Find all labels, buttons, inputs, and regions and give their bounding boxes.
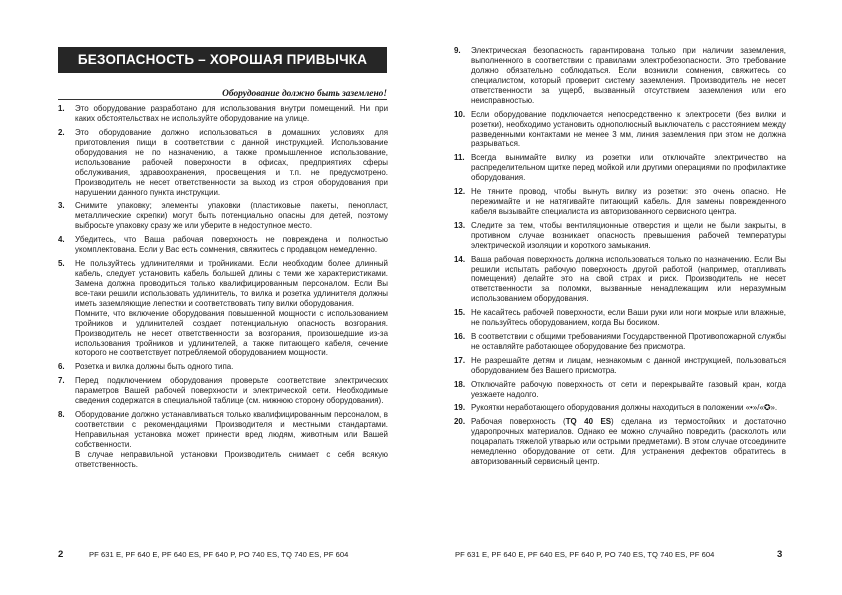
item-number: 10.: [454, 109, 466, 119]
safety-item-10: [454, 110, 786, 150]
safety-item-20: [454, 417, 786, 467]
safety-item-4: [58, 235, 388, 255]
item-number: 2.: [58, 127, 65, 137]
item-text: Убедитесь, что Ваша рабочая поверхность не повреждена и полностью укомплектована. Если у Вас есть сомнения, свяжитесь с продавцом немедленно.: [75, 235, 388, 255]
item-text: Это оборудование разработано для использования внутри помещений. Ни при каких обстоятельствах не используйте оборудование на улице.: [75, 104, 388, 123]
item-text: Не пользуйтесь удлинителями и тройниками. Если необходим более длинный кабель, следует установить кабель большей длины с теми же характеристиками. Замена должна проводиться только квалифицированным персоналом. Если Вы все-таки решили использовать удлинитель, то вилка и розетка удлинителя должны иметь заземляющие лепестки и соответствовать типу вилки оборудования.: [75, 258, 388, 308]
item-text: Отключайте рабочую поверхность от сети и перекрывайте газовый кран, когда уезжаете надолго.: [471, 379, 786, 399]
item-text: Всегда вынимайте вилку из розетки или отключайте электричество на распределительном щитке перед мойкой или другими операциями по профилактике оборудования.: [471, 153, 786, 183]
item-number: 19.: [454, 403, 466, 413]
safety-item-13: [454, 221, 786, 251]
safety-item-16: [454, 332, 786, 352]
safety-item-1: [58, 104, 388, 124]
safety-item-3: [58, 201, 388, 231]
item-number: 7.: [58, 376, 65, 386]
item-number: 18.: [454, 379, 466, 389]
safety-list-right: [454, 46, 786, 471]
safety-item-11: [454, 153, 786, 183]
item-number: 1.: [58, 104, 65, 113]
item-text: Ваша рабочая поверхность должна использоваться только по назначению. Если Вы решили испытать рабочую поверхность другой работой (например, отапливать помещения) делайте это на свой страх и риск. Производитель не несет ответственности за поломки, вызванные ненадлежащим или неразумным использованием оборудования.: [471, 254, 786, 304]
safety-item-14: [454, 255, 786, 305]
item-number: 6.: [58, 362, 65, 372]
safety-item-19: [454, 403, 786, 413]
safety-item-2: [58, 128, 388, 198]
section-title-banner: БЕЗОПАСНОСТЬ – ХОРОШАЯ ПРИВЫЧКА: [58, 47, 387, 73]
safety-item-17: [454, 356, 786, 376]
item-text: Следите за тем, чтобы вентиляционные отверстия и щели не были закрыты, в противном случае возникает опасность превышения рабочей температуры электрической изоляции и короткого замыкания.: [471, 220, 786, 250]
right-page: [421, 0, 842, 595]
item-number: 8.: [58, 409, 65, 419]
item-number: 17.: [454, 355, 466, 365]
item-number: 16.: [454, 332, 466, 342]
item-text: Снимите упаковку; элементы упаковки (пластиковые пакеты, пенопласт, металлические скрепки) могут быть потенциально опасны для детей, поэтому выбросьте упаковку сразу же или уберите в недоступное место.: [75, 201, 388, 231]
item-text-start: Рабочая поверхность (: [471, 417, 566, 427]
item-number: 14.: [454, 254, 466, 264]
item-text-continued: В случае неправильной установки Производитель снимает с себя всякую ответственность.: [75, 449, 388, 469]
page-number: 2: [58, 549, 64, 560]
item-number: 4.: [58, 235, 65, 245]
item-text: Оборудование должно устанавливаться только квалифицированным персоналом, в соответствии с рекомендациями Производителя и местными стандартами. Неправильная установка может принести вред людям, животным или Вашей собственности.: [75, 409, 388, 449]
item-number: 11.: [454, 153, 465, 163]
model-list-footer: PF 631 E, PF 640 E, PF 640 ES, PF 640 P, PO 740 ES, TQ 740 ES, PF 604: [455, 550, 715, 559]
model-code: TQ 40 ES: [565, 417, 612, 427]
safety-item-9: [454, 46, 786, 106]
item-number: 3.: [58, 201, 65, 211]
grounding-warning: Оборудование должно быть заземлено!: [222, 89, 387, 99]
item-number: 13.: [454, 220, 466, 230]
safety-item-8: [58, 410, 388, 470]
safety-list-left: [58, 104, 388, 474]
safety-item-7: [58, 376, 388, 406]
item-text: В соответствии с общими требованиями Государственной Противопожарной службы не оставляйте работающее оборудование без присмотра.: [471, 332, 786, 351]
item-text: Не разрешайте детям и лицам, незнакомым с данной инструкцией, пользоваться оборудованием без Вашего присмотра.: [471, 355, 786, 375]
item-text: Электрическая безопасность гарантирована только при наличии заземления, выполненного в соответствии с правилами электробезопасности. Это требование должно обязательно соблюдаться. Если возникли сомнения, свяжитесь со специалистом, который проверит систему заземления. Производитель не несет ответственности за ущерб, вызванный отсутствием заземления или его неисправностью.: [471, 46, 786, 105]
page-number: 3: [777, 549, 783, 560]
item-text-end: ) сделана из термостойких и достаточно ударопрочных материалов. Однако ее можно случайно повредить (расколоть или поцарапать тяжелой утварью или острыми предметами). В этом случае отсоедините немедленно оборудование от сети. Для устранения дефектов обратитесь в авторизованный сервисный центр.: [471, 417, 786, 467]
divider-rule: [58, 99, 387, 100]
item-text: Если оборудование подключается непосредственно к электросети (без вилки и розетки), необходимо установить однополюсный выключатель с расстоянием между разведенными контактами не менее 3 мм, линия заземления при этом не должна разрываться.: [471, 109, 786, 149]
item-text: Рукоятки неработающего оборудования должны находиться в положении «•»/«✪».: [471, 403, 778, 413]
safety-item-5: [58, 259, 388, 359]
item-number: 9.: [454, 46, 461, 55]
item-text: Не тяните провод, чтобы вынуть вилку из розетки: это очень опасно. Не пережимайте и не натягивайте питающий кабель. Для замены поврежденного кабеля вызывайте специалиста из авторизованного сервисного центра.: [471, 187, 786, 216]
item-number: 12.: [454, 187, 466, 197]
item-text-continued: Помните, что включение оборудования повышенной мощности с использованием тройников и удлинителей создает потенциальную опасность возгорания. Производитель не несет ответственности за возгорания, произошедшие из-за использования тройников и удлинителей, а также питающего кабеля, сечение которого не соответствует потребляемой оборудованием мощности.: [75, 308, 388, 358]
item-text: Это оборудование должно использоваться в домашних условиях для приготовления пищи в соответствии с данной инструкцией. Использование оборудования не по назначению, а также промышленное использование, использование рабочей поверхности в офисах, предприятиях сферы обслуживания, здравоохранения, просвещения и т.п. не предусмотрено. Производитель не несет ответственности за выход из строя оборудования при нарушении данного пункта инструкции.: [75, 127, 388, 197]
model-list-footer: PF 631 E, PF 640 E, PF 640 ES, PF 640 P, PO 740 ES, TQ 740 ES, PF 604: [89, 550, 349, 559]
safety-item-15: [454, 308, 786, 328]
safety-item-12: [454, 187, 786, 217]
item-text: Перед подключением оборудования проверьте соответствие электрических параметров Вашей рабочей поверхности и электрической сети. Необходимые сведения содержатся в специальной таблице (см. нижнюю сторону оборудования).: [75, 376, 388, 406]
safety-item-6: [58, 362, 388, 372]
item-number: 20.: [454, 417, 466, 427]
item-number: 5.: [58, 258, 65, 268]
item-text: Не касайтесь рабочей поверхности, если Ваши руки или ноги мокрые или влажные, не пользуйтесь оборудованием, когда Вы босиком.: [471, 308, 786, 328]
item-text: Розетка и вилка должны быть одного типа.: [75, 362, 234, 372]
safety-item-18: [454, 380, 786, 400]
item-number: 15.: [454, 308, 466, 318]
item-text: [471, 417, 786, 467]
